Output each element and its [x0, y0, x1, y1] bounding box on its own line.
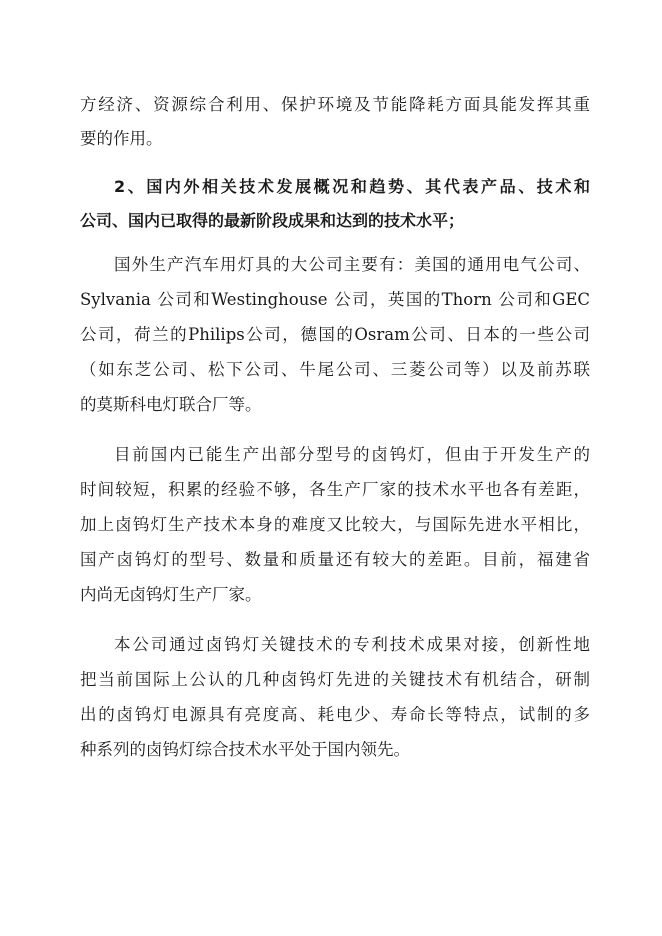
paragraph-line: 要的作用。	[80, 129, 163, 148]
paragraph-line: 加上卤钨灯生产技术本身的难度又比较大，与国际先进水平相比，	[80, 515, 590, 534]
paragraph-line: 本公司通过卤钨灯关键技术的专利技术成果对接，创新性地	[114, 635, 590, 654]
paragraph-line: 出的卤钨灯电源具有亮度高、耗电少、寿命长等特点，试制的多	[80, 705, 590, 724]
paragraph-line: 内尚无卤钨灯生产厂家。	[80, 585, 262, 604]
paragraph-line: 的莫斯科电灯联合厂等。	[80, 395, 262, 414]
paragraph-line: 方经济、资源综合利用、保护环境及节能降耗方面具能发挥其重	[80, 95, 590, 114]
paragraph-line: 公司，荷兰的Philips公司，德国的Osram公司、日本的一些公司	[80, 325, 590, 344]
paragraph-line: 种系列的卤钨灯综合技术水平处于国内领先。	[80, 740, 410, 759]
paragraph-line: 把当前国际上公认的几种卤钨灯先进的关键技术有机结合，研制	[80, 670, 590, 689]
paragraph-line: 国外生产汽车用灯具的大公司主要有：美国的通用电气公司、	[114, 255, 590, 274]
section-heading-line: 2、国内外相关技术发展概况和趋势、其代表产品、技术和	[114, 177, 590, 196]
paragraph-line: 国产卤钨灯的型号、数量和质量还有较大的差距。目前，福建省	[80, 550, 590, 569]
paragraph-line: Sylvania 公司和Westinghouse 公司，英国的Thorn 公司和GEC	[80, 290, 590, 309]
paragraph-line: （如东芝公司、松下公司、牛尾公司、三菱公司等）以及前苏联	[80, 360, 590, 379]
section-heading-line: 公司、国内已取得的最新阶段成果和达到的技术水平；	[80, 211, 465, 230]
paragraph-line: 时间较短，积累的经验不够，各生产厂家的技术水平也各有差距，	[80, 480, 590, 499]
paragraph-line: 目前国内已能生产出部分型号的卤钨灯，但由于开发生产的	[114, 445, 590, 464]
